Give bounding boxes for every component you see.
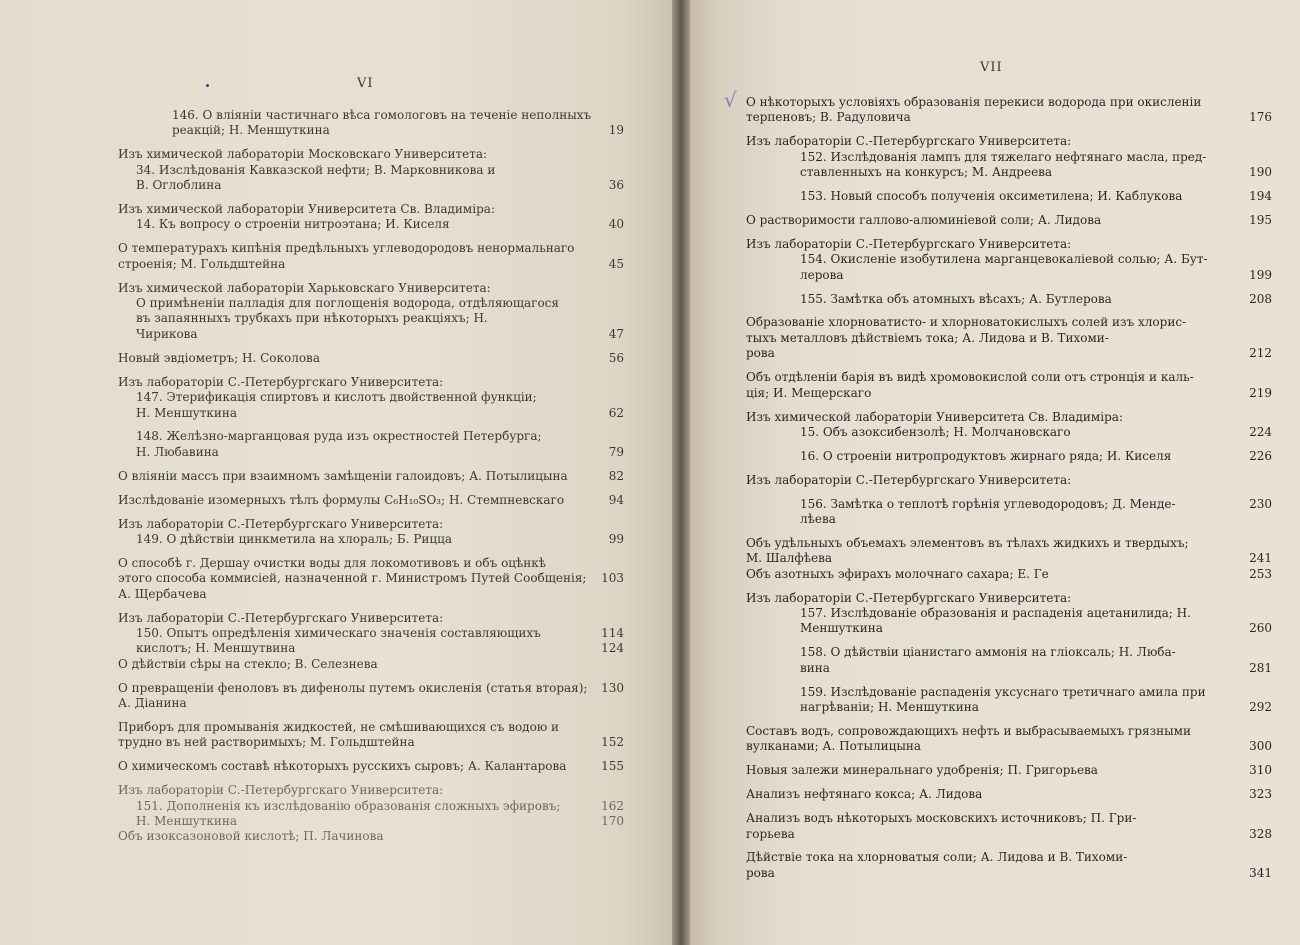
toc-entry-page-number: 292 bbox=[1249, 700, 1272, 715]
entry-spacer bbox=[746, 126, 1286, 135]
entry-spacer bbox=[746, 283, 1286, 292]
toc-entry-title: О вліяніи массъ при взаимномъ замѣщеніи галоидовъ; А. Потылицына bbox=[118, 468, 568, 483]
toc-entry-title: О нѣкоторыхъ условіяхъ образованія перекиси водорода при окисленіи bbox=[746, 95, 1202, 109]
toc-entry-page-number: 212 bbox=[1249, 346, 1272, 361]
toc-entry-title: 159. Изслѣдованіе распаденія уксуснаго третичнаго амила при bbox=[800, 684, 1206, 699]
entry-spacer bbox=[746, 582, 1286, 591]
toc-entry-title: Приборъ для промыванія жидкостей, не смѣшивающихся съ водою и bbox=[118, 720, 560, 734]
toc-entry bbox=[746, 386, 1286, 401]
toc-entry-title: 16. О строеніи нитропродуктовъ жирнаго ряда; И. Киселя bbox=[800, 448, 1172, 463]
toc-entry-page-number: 328 bbox=[1249, 826, 1272, 841]
entry-spacer bbox=[746, 842, 1286, 851]
entry-spacer bbox=[118, 775, 638, 784]
toc-entry-title: Изъ лабораторіи С.-Петербургскаго Университета: bbox=[118, 610, 444, 625]
toc-entry bbox=[746, 724, 1286, 739]
toc-entry-title: Изъ лабораторіи С.-Петербургскаго Университета: bbox=[746, 590, 1072, 605]
toc-entry-page-number: 79 bbox=[608, 444, 624, 459]
toc-entry-page-number: 219 bbox=[1249, 385, 1272, 400]
toc-entry bbox=[746, 811, 1286, 826]
toc-entry bbox=[746, 110, 1286, 125]
toc-entry bbox=[118, 217, 638, 232]
toc-entry-title: Изъ химической лабораторіи Московскаго Университета: bbox=[118, 147, 488, 162]
toc-entry bbox=[118, 296, 638, 311]
entry-spacer bbox=[118, 547, 638, 556]
toc-entry-title: терпеновъ; В. Радуловича bbox=[746, 110, 911, 125]
toc-entry-title: 34. Изслѣдованія Кавказской нефти; В. Марковникова и bbox=[136, 162, 496, 177]
toc-entry-title: 148. Желѣзно-марганцовая руда изъ окрестностей Петербурга; bbox=[136, 429, 542, 444]
toc-entry bbox=[118, 681, 638, 696]
toc-entry-title: кислотъ; Н. Меншутвина bbox=[136, 641, 296, 656]
toc-entry-title: 153. Новый способъ полученія оксиметилена; И. Каблукова bbox=[800, 189, 1183, 204]
toc-entry bbox=[118, 351, 638, 366]
entry-spacer bbox=[118, 194, 638, 203]
toc-entry-page-number: 94 bbox=[608, 492, 624, 507]
toc-entry bbox=[746, 661, 1286, 676]
toc-entry bbox=[118, 759, 638, 774]
toc-entry-title: В. Оглоблина bbox=[136, 178, 222, 193]
toc-entry bbox=[746, 95, 1286, 110]
toc-entry bbox=[118, 178, 638, 193]
toc-entry bbox=[746, 685, 1286, 700]
toc-entry-title: А. Діанина bbox=[118, 696, 187, 711]
toc-entry-title: Изъ лабораторіи С.-Петербургскаго Университета: bbox=[746, 134, 1072, 149]
toc-entry-title: 147. Этерификація спиртовъ и кислотъ двойственной функціи; bbox=[136, 390, 537, 405]
entry-spacer bbox=[746, 488, 1286, 497]
toc-entry-title: Образованіе хлорноватисто- и хлорноватокислыхъ солей изъ хлорис- bbox=[746, 315, 1187, 330]
toc-entry-page-number: 300 bbox=[1249, 739, 1272, 754]
entry-spacer bbox=[746, 716, 1286, 725]
toc-entry-title: О растворимости галлово-алюминіевой соли; А. Лидова bbox=[746, 212, 1102, 227]
toc-entry bbox=[746, 850, 1286, 865]
toc-entry-title: Дѣйствіе тока на хлорноватыя соли; А. Лидова и В. Тихоми- bbox=[746, 850, 1128, 865]
toc-entry-title: 156. Замѣтка о теплотѣ горѣнія углеводородовъ; Д. Менде- bbox=[800, 496, 1176, 511]
toc-entry-page-number: 199 bbox=[1249, 267, 1272, 282]
entry-spacer bbox=[118, 508, 638, 517]
toc-entry bbox=[746, 700, 1286, 715]
toc-entry-page-number: 170 bbox=[601, 814, 624, 829]
toc-entry-page-number: 341 bbox=[1249, 865, 1272, 880]
toc-entry bbox=[746, 268, 1286, 283]
toc-entry-title: О дѣйствіи сѣры на стекло; В. Селезнева bbox=[118, 656, 378, 671]
toc-entry-title: 157. Изслѣдованіе образованія и распаденія ацетанилида; Н. bbox=[800, 606, 1191, 621]
toc-entry-title: Анализъ нефтянаго кокса; А. Лидова bbox=[746, 787, 983, 802]
toc-entry-page-number: 155 bbox=[601, 759, 624, 774]
entry-spacer bbox=[746, 527, 1286, 536]
toc-entry bbox=[118, 735, 638, 750]
toc-entry-title: Изъ лабораторіи С.-Петербургскаго Университета: bbox=[118, 374, 444, 389]
toc-entry bbox=[118, 720, 638, 735]
toc-entry-page-number: 224 bbox=[1249, 424, 1272, 439]
toc-entry-page-number: 40 bbox=[608, 217, 624, 232]
toc-entry-page-number: 323 bbox=[1249, 787, 1272, 802]
entry-spacer bbox=[746, 637, 1286, 646]
toc-entry bbox=[118, 147, 638, 162]
toc-entry-title: Изслѣдованіе изомерныхъ тѣлъ формулы C₆H₁₀SO₃; Н. Стемпневскаго bbox=[118, 492, 565, 507]
toc-entry-title: Изъ лабораторіи С.-Петербургскаго Университета: bbox=[746, 472, 1072, 487]
toc-entry-title: рова bbox=[746, 346, 775, 361]
toc-entry bbox=[746, 512, 1286, 527]
toc-entry bbox=[118, 429, 638, 444]
entry-spacer bbox=[746, 228, 1286, 237]
toc-entry bbox=[118, 532, 638, 547]
toc-entry-title: 158. О дѣйствіи ціанистаго аммонія на гліоксаль; Н. Люба- bbox=[800, 645, 1176, 660]
toc-entry-page-number: 162 bbox=[601, 798, 624, 813]
entry-spacer bbox=[118, 139, 638, 148]
toc-entry-title: 155. Замѣтка объ атомныхъ вѣсахъ; А. Бутлерова bbox=[800, 291, 1112, 306]
toc-entry-title: 149. О дѣйствіи цинкметила на хлораль; Б. Рицца bbox=[136, 531, 452, 546]
toc-entry bbox=[746, 787, 1286, 802]
toc-entry bbox=[118, 202, 638, 217]
toc-entry bbox=[746, 536, 1286, 551]
entry-spacer bbox=[746, 755, 1286, 764]
toc-entry-title: реакцій; Н. Меншуткина bbox=[172, 123, 330, 138]
toc-entry-title: въ запаянныхъ трубкахъ при нѣкоторыхъ реакціяхъ; Н. bbox=[136, 311, 488, 326]
toc-entry bbox=[746, 150, 1286, 165]
toc-entry-title: Объ изоксазоновой кислотѣ; П. Лачинова bbox=[118, 829, 384, 844]
toc-entry bbox=[746, 331, 1286, 346]
toc-entry-title: Составъ водъ, сопровождающихъ нефть и выбрасываемыхъ грязными bbox=[746, 724, 1191, 738]
entry-spacer bbox=[746, 803, 1286, 812]
toc-entry bbox=[746, 370, 1286, 385]
toc-entry bbox=[746, 252, 1286, 267]
toc-entry-title: Н. Меншуткина bbox=[136, 405, 237, 420]
toc-entry bbox=[118, 657, 638, 672]
toc-entry bbox=[746, 213, 1286, 228]
toc-entry-title: Объ удѣльныхъ объемахъ элементовъ въ тѣлахъ жидкихъ и твердыхъ; bbox=[746, 535, 1189, 550]
toc-entry-title: 15. Объ азоксибензолѣ; Н. Молчановскаго bbox=[800, 424, 1071, 439]
entry-spacer bbox=[746, 204, 1286, 213]
toc-entry bbox=[746, 237, 1286, 252]
toc-entry-title: лерова bbox=[800, 267, 844, 282]
toc-entry-title: Меншуткина bbox=[800, 621, 883, 636]
toc-entry bbox=[118, 696, 638, 711]
toc-entry bbox=[118, 517, 638, 532]
toc-entry-page-number: 190 bbox=[1249, 165, 1272, 180]
entry-spacer bbox=[118, 460, 638, 469]
entry-spacer bbox=[746, 779, 1286, 788]
toc-entry-title: Объ азотныхъ эфирахъ молочнаго сахара; Е. Ге bbox=[746, 566, 1049, 581]
toc-entry bbox=[118, 375, 638, 390]
toc-entry bbox=[746, 134, 1286, 149]
toc-entry bbox=[118, 445, 638, 460]
toc-entry-title: Изъ лабораторіи С.-Петербургскаго Университета: bbox=[118, 783, 444, 798]
toc-entry-page-number: 310 bbox=[1249, 763, 1272, 778]
toc-entry-title: Объ отдѣленіи барія въ видѣ хромовокислой соли отъ стронція и каль- bbox=[746, 370, 1194, 385]
toc-entry-title: О примѣненіи палладія для поглощенія водорода, отдѣляющагося bbox=[136, 296, 559, 311]
right-page-number: VII bbox=[980, 60, 1003, 75]
toc-entry bbox=[746, 449, 1286, 464]
toc-entry-title: Изъ химической лабораторіи Университета Св. Владиміра: bbox=[118, 202, 495, 217]
right-table-of-contents bbox=[746, 95, 1286, 881]
toc-entry bbox=[746, 739, 1286, 754]
toc-entry-page-number: 230 bbox=[1249, 496, 1272, 511]
toc-entry-title: вулканами; А. Потылицына bbox=[746, 739, 922, 754]
toc-entry bbox=[118, 641, 638, 656]
entry-spacer bbox=[118, 272, 638, 281]
toc-entry-title: 146. О вліяніи частичнаго вѣса гомологовъ на теченіе неполныхъ bbox=[172, 108, 592, 122]
toc-entry-title: нагрѣваніи; Н. Меншуткина bbox=[800, 700, 979, 715]
toc-entry-page-number: 226 bbox=[1249, 448, 1272, 463]
toc-entry-page-number: 99 bbox=[608, 531, 624, 546]
toc-entry bbox=[118, 108, 638, 123]
toc-entry bbox=[118, 123, 638, 138]
toc-entry-title: Новыя залежи минеральнаго удобренія; П. Григорьева bbox=[746, 763, 1098, 778]
left-page-number: VI bbox=[357, 76, 374, 91]
entry-spacer bbox=[118, 342, 638, 351]
toc-entry bbox=[746, 606, 1286, 621]
entry-spacer bbox=[746, 362, 1286, 371]
toc-entry-page-number: 253 bbox=[1249, 566, 1272, 581]
toc-entry-page-number: 130 bbox=[601, 680, 624, 695]
toc-entry-page-number: 194 bbox=[1249, 189, 1272, 204]
toc-entry bbox=[746, 497, 1286, 512]
toc-entry bbox=[746, 827, 1286, 842]
toc-entry-title: 14. Къ вопросу о строеніи нитроэтана; И. Киселя bbox=[136, 217, 450, 232]
toc-entry-title: этого способа коммисіей, назначенной г. Министромъ Путей Сообщенія; bbox=[118, 571, 587, 586]
toc-entry-page-number: 62 bbox=[608, 405, 624, 420]
toc-entry bbox=[746, 621, 1286, 636]
toc-entry bbox=[118, 556, 638, 571]
toc-entry-page-number: 82 bbox=[608, 468, 624, 483]
entry-spacer bbox=[118, 421, 638, 430]
toc-entry bbox=[118, 587, 638, 602]
toc-entry-title: О способѣ г. Дершау очистки воды для локомотивовъ и объ оцѣнкѣ bbox=[118, 555, 546, 570]
toc-entry bbox=[746, 410, 1286, 425]
toc-entry bbox=[118, 390, 638, 405]
book-gutter bbox=[672, 0, 690, 945]
toc-entry-page-number: 56 bbox=[608, 350, 624, 365]
toc-entry bbox=[118, 626, 638, 641]
entry-spacer bbox=[746, 181, 1286, 190]
toc-entry bbox=[746, 425, 1286, 440]
toc-entry-title: Изъ лабораторіи С.-Петербургскаго Университета: bbox=[118, 516, 444, 531]
entry-spacer bbox=[746, 440, 1286, 449]
entry-spacer bbox=[118, 366, 638, 375]
toc-entry-title: О химическомъ составѣ нѣкоторыхъ русскихъ сыровъ; А. Калантарова bbox=[118, 759, 567, 774]
toc-entry-page-number: 176 bbox=[1249, 110, 1272, 125]
toc-entry-title: М. Шалфѣева bbox=[746, 551, 833, 566]
toc-entry-page-number: 260 bbox=[1249, 621, 1272, 636]
toc-entry bbox=[746, 165, 1286, 180]
toc-entry-page-number: 47 bbox=[608, 326, 624, 341]
toc-entry bbox=[118, 163, 638, 178]
left-table-of-contents bbox=[118, 108, 638, 845]
toc-entry bbox=[118, 469, 638, 484]
entry-spacer bbox=[118, 484, 638, 493]
toc-entry-title: А. Щербачева bbox=[118, 586, 207, 601]
toc-entry bbox=[118, 406, 638, 421]
entry-spacer bbox=[118, 233, 638, 242]
toc-entry bbox=[746, 346, 1286, 361]
toc-entry bbox=[118, 799, 638, 814]
toc-entry bbox=[746, 866, 1286, 881]
entry-spacer bbox=[746, 464, 1286, 473]
toc-entry-title: Изъ лабораторіи С.-Петербургскаго Университета: bbox=[746, 236, 1072, 251]
toc-entry-page-number: 124 bbox=[601, 641, 624, 656]
entry-spacer bbox=[746, 676, 1286, 685]
toc-entry-page-number: 36 bbox=[608, 178, 624, 193]
toc-entry bbox=[746, 591, 1286, 606]
right-page bbox=[680, 0, 1300, 945]
toc-entry-title: О температурахъ кипѣнія предѣльныхъ углеводородовъ ненормальнаго bbox=[118, 241, 575, 256]
toc-entry bbox=[118, 611, 638, 626]
toc-entry-title: трудно въ ней растворимыхъ; М. Гольдштейна bbox=[118, 735, 415, 750]
toc-entry bbox=[746, 567, 1286, 582]
toc-entry bbox=[118, 783, 638, 798]
toc-entry-title: Анализъ водъ нѣкоторыхъ московскихъ источниковъ; П. Гри- bbox=[746, 811, 1137, 826]
toc-entry bbox=[118, 571, 638, 586]
toc-entry-page-number: 45 bbox=[608, 256, 624, 271]
toc-entry-title: лѣева bbox=[800, 512, 836, 527]
entry-spacer bbox=[118, 672, 638, 681]
toc-entry-title: ція; И. Мещерскаго bbox=[746, 385, 872, 400]
toc-entry bbox=[746, 763, 1286, 778]
toc-entry-page-number: 241 bbox=[1249, 551, 1272, 566]
toc-entry-title: Изъ химической лабораторіи Харьковскаго Университета: bbox=[118, 280, 491, 295]
toc-entry bbox=[118, 281, 638, 296]
toc-entry-title: Новый эвдіометръ; Н. Соколова bbox=[118, 350, 320, 365]
toc-entry-title: тыхъ металловъ дѣйствіемъ тока; А. Лидова и В. Тихоми- bbox=[746, 330, 1109, 345]
toc-entry bbox=[746, 189, 1286, 204]
toc-entry-page-number: 281 bbox=[1249, 660, 1272, 675]
toc-entry-title: Н. Меншуткина bbox=[136, 814, 237, 829]
toc-entry-title: 151. Дополненія къ изслѣдованію образованія сложныхъ эфировъ; bbox=[136, 798, 561, 813]
toc-entry-title: О превращеніи феноловъ въ дифенолы путемъ окисленія (статья вторая); bbox=[118, 680, 588, 695]
toc-entry-title: 154. Окисленіе изобутилена марганцевокаліевой солью; А. Бут- bbox=[800, 252, 1208, 267]
toc-entry-title: горьева bbox=[746, 826, 795, 841]
toc-entry-title: строенія; М. Гольдштейна bbox=[118, 256, 286, 271]
toc-entry-title: 150. Опытъ опредѣленія химическаго значенія составляющихъ bbox=[136, 625, 541, 640]
toc-entry bbox=[118, 257, 638, 272]
entry-spacer bbox=[746, 401, 1286, 410]
pencil-check-mark: √ bbox=[724, 88, 737, 112]
toc-entry bbox=[746, 315, 1286, 330]
toc-entry-page-number: 208 bbox=[1249, 291, 1272, 306]
toc-entry-page-number: 152 bbox=[601, 735, 624, 750]
entry-spacer bbox=[746, 307, 1286, 316]
ink-dot bbox=[206, 84, 209, 87]
toc-entry-title: Чирикова bbox=[136, 326, 198, 341]
toc-entry bbox=[746, 551, 1286, 566]
entry-spacer bbox=[118, 712, 638, 721]
toc-entry-title: рова bbox=[746, 865, 775, 880]
toc-entry bbox=[118, 311, 638, 326]
toc-entry bbox=[746, 645, 1286, 660]
toc-entry bbox=[118, 814, 638, 829]
entry-spacer bbox=[118, 602, 638, 611]
toc-entry-page-number: 103 bbox=[601, 571, 624, 586]
entry-spacer bbox=[118, 751, 638, 760]
toc-entry bbox=[118, 493, 638, 508]
toc-entry-page-number: 114 bbox=[601, 625, 624, 640]
toc-entry-title: вина bbox=[800, 660, 830, 675]
toc-entry-title: Изъ химической лабораторіи Университета Св. Владиміра: bbox=[746, 409, 1123, 424]
toc-entry-title: 152. Изслѣдованія лампъ для тяжелаго нефтянаго масла, пред- bbox=[800, 149, 1207, 164]
toc-entry bbox=[118, 241, 638, 256]
toc-entry-title: Н. Любавина bbox=[136, 444, 219, 459]
toc-entry-page-number: 195 bbox=[1249, 212, 1272, 227]
toc-entry bbox=[118, 327, 638, 342]
toc-entry-page-number: 19 bbox=[608, 123, 624, 138]
toc-entry bbox=[746, 473, 1286, 488]
toc-entry bbox=[118, 829, 638, 844]
toc-entry-title: ставленныхъ на конкурсъ; М. Андреева bbox=[800, 165, 1053, 180]
toc-entry bbox=[746, 292, 1286, 307]
